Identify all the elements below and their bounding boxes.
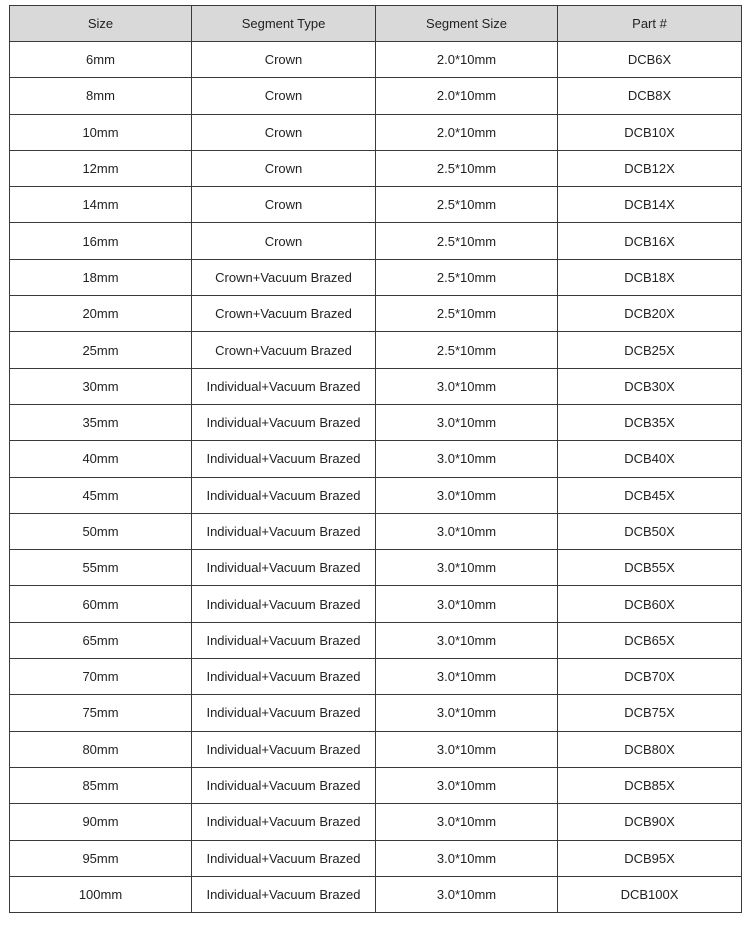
cell-part-number: DCB16X	[558, 223, 742, 259]
cell-segment-size: 2.5*10mm	[376, 332, 558, 368]
cell-size: 85mm	[10, 767, 192, 803]
cell-size: 6mm	[10, 42, 192, 78]
cell-part-number: DCB85X	[558, 767, 742, 803]
cell-size: 50mm	[10, 513, 192, 549]
table-row	[10, 513, 742, 549]
cell-segment-type: Crown+Vacuum Brazed	[192, 332, 376, 368]
cell-size: 14mm	[10, 187, 192, 223]
cell-segment-size: 2.5*10mm	[376, 223, 558, 259]
cell-part-number: DCB25X	[558, 332, 742, 368]
cell-size: 25mm	[10, 332, 192, 368]
cell-size: 100mm	[10, 876, 192, 912]
header-row	[10, 6, 742, 42]
cell-size: 75mm	[10, 695, 192, 731]
cell-segment-size: 3.0*10mm	[376, 368, 558, 404]
table-row	[10, 731, 742, 767]
cell-segment-type: Individual+Vacuum Brazed	[192, 659, 376, 695]
cell-segment-type: Individual+Vacuum Brazed	[192, 695, 376, 731]
cell-segment-size: 2.5*10mm	[376, 187, 558, 223]
table-row	[10, 477, 742, 513]
table-row	[10, 695, 742, 731]
cell-part-number: DCB95X	[558, 840, 742, 876]
table-row	[10, 187, 742, 223]
cell-segment-type: Individual+Vacuum Brazed	[192, 368, 376, 404]
header-part-number: Part #	[558, 6, 742, 42]
cell-segment-type: Individual+Vacuum Brazed	[192, 441, 376, 477]
cell-size: 10mm	[10, 114, 192, 150]
cell-segment-type: Crown+Vacuum Brazed	[192, 296, 376, 332]
table-row	[10, 622, 742, 658]
cell-size: 40mm	[10, 441, 192, 477]
cell-part-number: DCB20X	[558, 296, 742, 332]
cell-segment-size: 3.0*10mm	[376, 876, 558, 912]
cell-segment-type: Crown+Vacuum Brazed	[192, 259, 376, 295]
cell-segment-size: 2.5*10mm	[376, 296, 558, 332]
cell-segment-type: Crown	[192, 42, 376, 78]
cell-part-number: DCB6X	[558, 42, 742, 78]
header-size: Size	[10, 6, 192, 42]
cell-size: 55mm	[10, 550, 192, 586]
table-row	[10, 223, 742, 259]
cell-segment-size: 3.0*10mm	[376, 477, 558, 513]
cell-segment-type: Crown	[192, 114, 376, 150]
cell-part-number: DCB45X	[558, 477, 742, 513]
cell-size: 70mm	[10, 659, 192, 695]
cell-segment-type: Crown	[192, 150, 376, 186]
cell-segment-size: 2.5*10mm	[376, 150, 558, 186]
table-row	[10, 586, 742, 622]
table-row	[10, 840, 742, 876]
cell-segment-size: 2.0*10mm	[376, 114, 558, 150]
cell-segment-size: 3.0*10mm	[376, 731, 558, 767]
cell-size: 30mm	[10, 368, 192, 404]
table-row	[10, 332, 742, 368]
cell-segment-size: 2.0*10mm	[376, 78, 558, 114]
cell-segment-type: Individual+Vacuum Brazed	[192, 586, 376, 622]
cell-segment-size: 2.0*10mm	[376, 42, 558, 78]
cell-segment-type: Individual+Vacuum Brazed	[192, 404, 376, 440]
table-row	[10, 550, 742, 586]
cell-segment-size: 3.0*10mm	[376, 513, 558, 549]
cell-part-number: DCB10X	[558, 114, 742, 150]
table-row	[10, 42, 742, 78]
cell-segment-type: Individual+Vacuum Brazed	[192, 622, 376, 658]
cell-size: 35mm	[10, 404, 192, 440]
cell-segment-type: Individual+Vacuum Brazed	[192, 477, 376, 513]
table-header	[10, 6, 742, 42]
cell-segment-type: Individual+Vacuum Brazed	[192, 876, 376, 912]
cell-size: 90mm	[10, 804, 192, 840]
cell-segment-type: Individual+Vacuum Brazed	[192, 767, 376, 803]
cell-part-number: DCB30X	[558, 368, 742, 404]
cell-segment-size: 3.0*10mm	[376, 622, 558, 658]
cell-part-number: DCB90X	[558, 804, 742, 840]
header-segment-size: Segment Size	[376, 6, 558, 42]
table-row	[10, 876, 742, 912]
cell-size: 95mm	[10, 840, 192, 876]
cell-segment-size: 3.0*10mm	[376, 659, 558, 695]
cell-part-number: DCB100X	[558, 876, 742, 912]
table-body	[10, 42, 742, 913]
cell-part-number: DCB55X	[558, 550, 742, 586]
cell-part-number: DCB70X	[558, 659, 742, 695]
cell-segment-size: 3.0*10mm	[376, 441, 558, 477]
table-row	[10, 296, 742, 332]
cell-segment-type: Individual+Vacuum Brazed	[192, 513, 376, 549]
product-spec-table	[9, 5, 742, 913]
cell-segment-size: 3.0*10mm	[376, 586, 558, 622]
table-row	[10, 441, 742, 477]
table-row	[10, 150, 742, 186]
cell-segment-type: Crown	[192, 78, 376, 114]
cell-part-number: DCB40X	[558, 441, 742, 477]
cell-size: 80mm	[10, 731, 192, 767]
cell-segment-size: 3.0*10mm	[376, 840, 558, 876]
cell-size: 45mm	[10, 477, 192, 513]
product-table-container	[9, 5, 741, 913]
cell-segment-size: 3.0*10mm	[376, 404, 558, 440]
cell-segment-size: 3.0*10mm	[376, 804, 558, 840]
table-row	[10, 804, 742, 840]
header-segment-type: Segment Type	[192, 6, 376, 42]
cell-segment-type: Crown	[192, 223, 376, 259]
cell-segment-type: Individual+Vacuum Brazed	[192, 804, 376, 840]
cell-segment-type: Crown	[192, 187, 376, 223]
table-row	[10, 767, 742, 803]
cell-part-number: DCB12X	[558, 150, 742, 186]
cell-size: 18mm	[10, 259, 192, 295]
cell-part-number: DCB60X	[558, 586, 742, 622]
table-row	[10, 368, 742, 404]
cell-segment-type: Individual+Vacuum Brazed	[192, 731, 376, 767]
table-row	[10, 78, 742, 114]
cell-part-number: DCB18X	[558, 259, 742, 295]
cell-part-number: DCB80X	[558, 731, 742, 767]
cell-segment-size: 3.0*10mm	[376, 695, 558, 731]
cell-size: 16mm	[10, 223, 192, 259]
cell-size: 65mm	[10, 622, 192, 658]
cell-segment-size: 3.0*10mm	[376, 550, 558, 586]
cell-size: 20mm	[10, 296, 192, 332]
table-row	[10, 114, 742, 150]
cell-segment-size: 3.0*10mm	[376, 767, 558, 803]
cell-part-number: DCB35X	[558, 404, 742, 440]
cell-size: 60mm	[10, 586, 192, 622]
cell-segment-type: Individual+Vacuum Brazed	[192, 840, 376, 876]
cell-size: 12mm	[10, 150, 192, 186]
cell-part-number: DCB14X	[558, 187, 742, 223]
table-row	[10, 259, 742, 295]
cell-part-number: DCB75X	[558, 695, 742, 731]
cell-part-number: DCB65X	[558, 622, 742, 658]
cell-part-number: DCB8X	[558, 78, 742, 114]
cell-part-number: DCB50X	[558, 513, 742, 549]
cell-segment-size: 2.5*10mm	[376, 259, 558, 295]
cell-segment-type: Individual+Vacuum Brazed	[192, 550, 376, 586]
table-row	[10, 404, 742, 440]
cell-size: 8mm	[10, 78, 192, 114]
table-row	[10, 659, 742, 695]
